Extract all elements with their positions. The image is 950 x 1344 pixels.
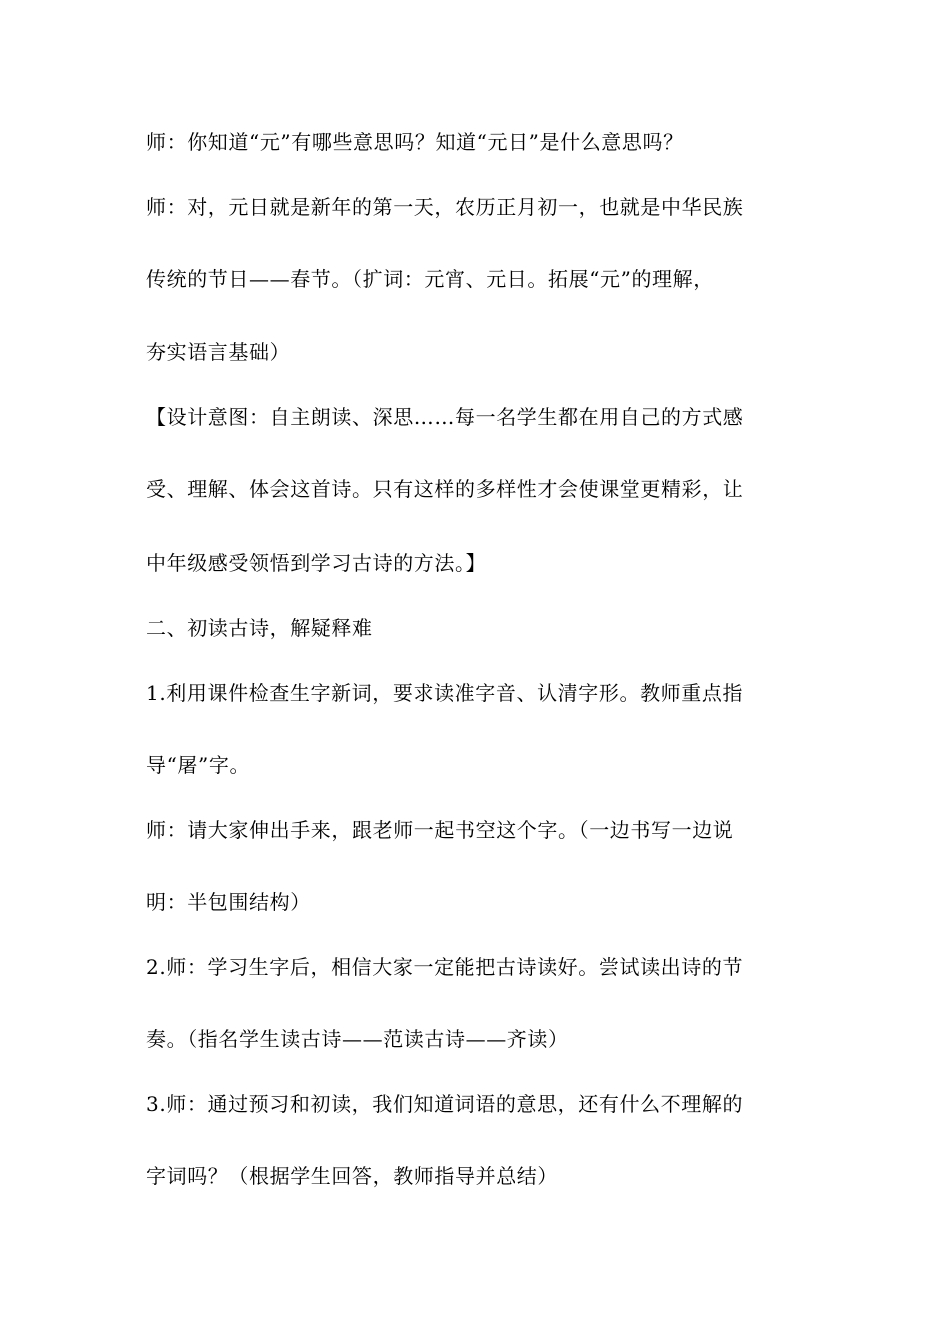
text-line: 导“屠”字。 bbox=[146, 753, 251, 777]
text-line: 传统的节日——春节。（扩词：元宵、元日。拓展“元”的理解， bbox=[146, 267, 714, 291]
text-line: 3.师：通过预习和初读，我们知道词语的意思，还有什么不理解的 bbox=[146, 1092, 744, 1116]
text-line: 奏。（指名学生读古诗——范读古诗——齐读） bbox=[146, 1027, 569, 1051]
text-line: 1.利用课件检查生字新词，要求读准字音、认清字形。教师重点指 bbox=[146, 681, 744, 705]
text-line: 师：对，元日就是新年的第一天，农历正月初一，也就是中华民族 bbox=[146, 195, 744, 219]
section-heading: 二、初读古诗，解疑释难 bbox=[146, 616, 373, 640]
text-line: 师：你知道“元”有哪些意思吗？知道“元日”是什么意思吗？ bbox=[146, 130, 684, 154]
text-line: 2.师：学习生字后，相信大家一定能把古诗读好。尝试读出诗的节 bbox=[146, 955, 744, 979]
text-line: 中年级感受领悟到学习古诗的方法。】 bbox=[146, 551, 487, 575]
text-line: 夯实语言基础） bbox=[146, 340, 291, 364]
text-line: 受、理解、体会这首诗。只有这样的多样性才会使课堂更精彩，让 bbox=[146, 477, 744, 501]
text-line: 明：半包围结构） bbox=[146, 890, 311, 914]
text-line: 师：请大家伸出手来，跟老师一起书空这个字。（一边书写一边说 bbox=[146, 818, 734, 842]
text-line: 字词吗？（根据学生回答，教师指导并总结） bbox=[146, 1164, 558, 1188]
text-line: 【设计意图：自主朗读、深思……每一名学生都在用自己的方式感 bbox=[146, 405, 744, 429]
